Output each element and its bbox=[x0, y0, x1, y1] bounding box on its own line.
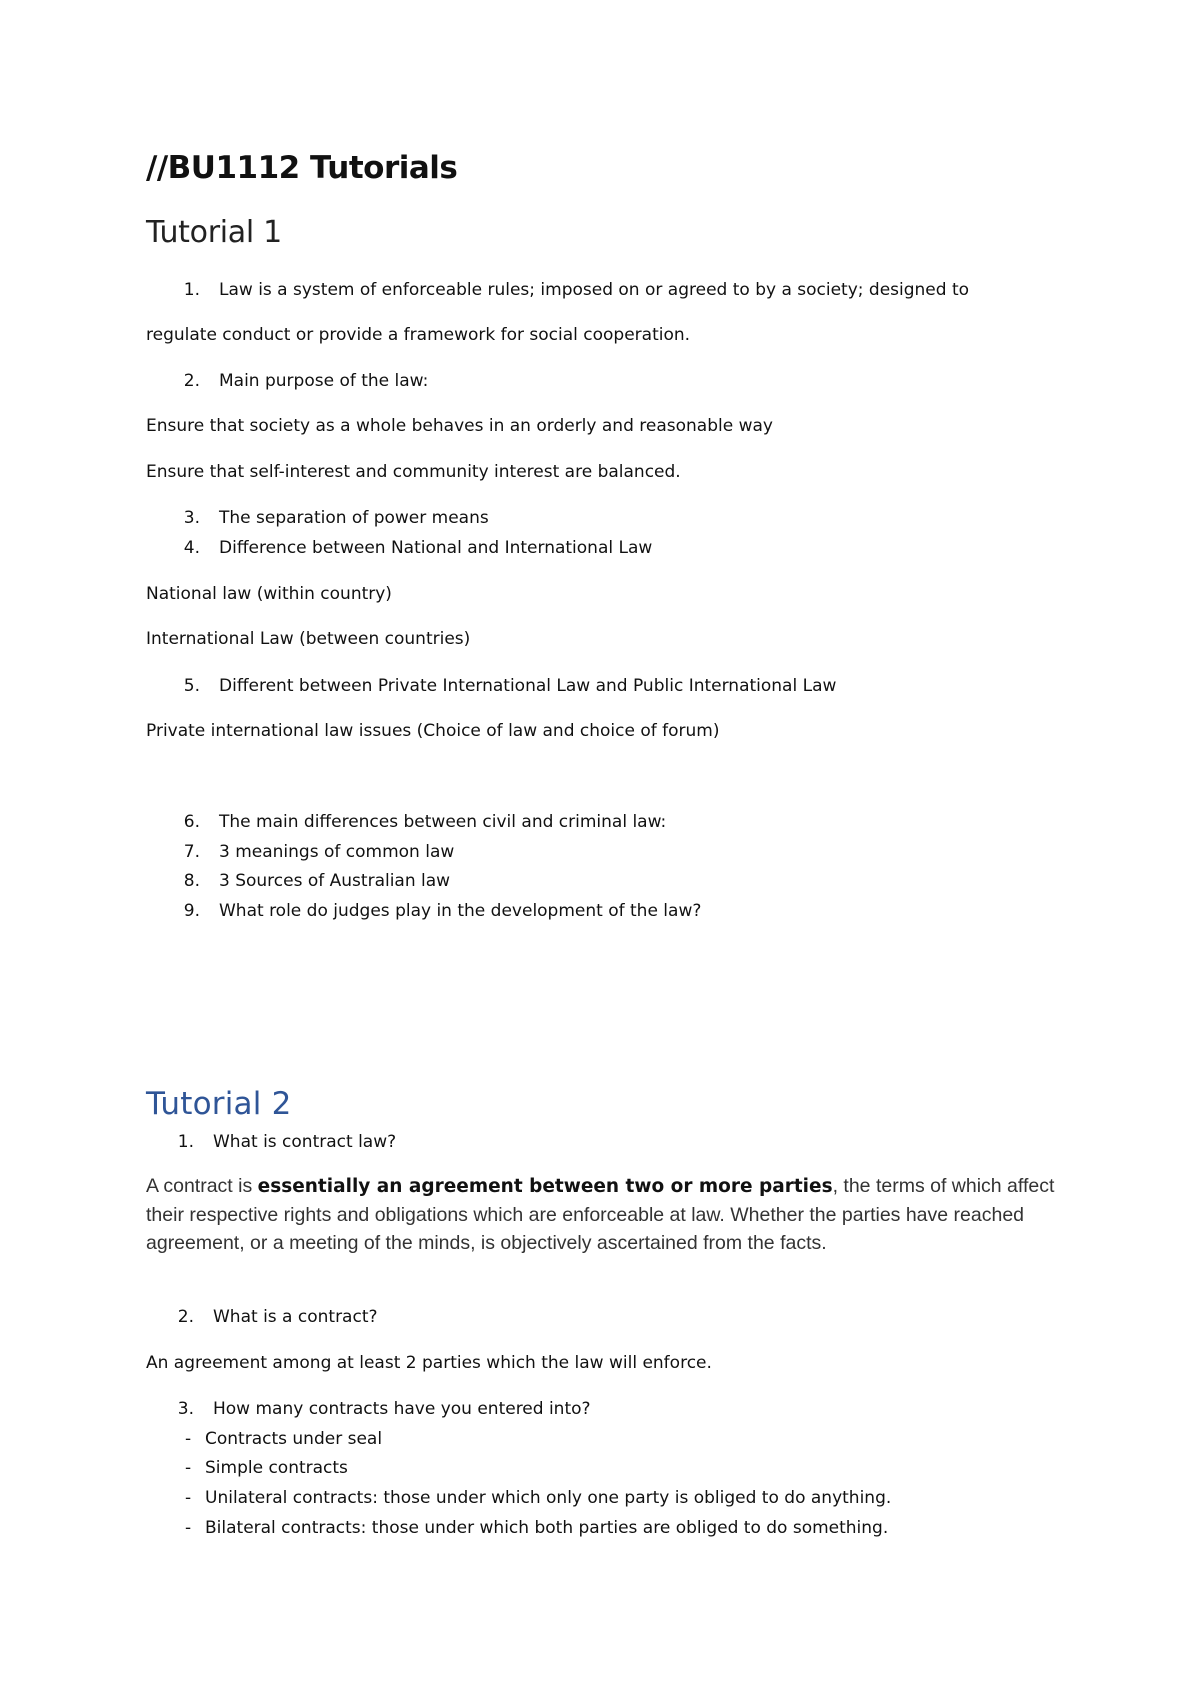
list-item bbox=[166, 841, 454, 863]
bullet-text: Contracts under seal bbox=[205, 1429, 383, 1449]
list-number: 1. bbox=[177, 1132, 194, 1152]
list-item-text: Different between Private International Law and Public International Law bbox=[219, 676, 837, 696]
answer-text-rest: , the terms of which affect their respective rights and obligations which are enforceable at law. Whether the parties have reached agreement, or a meeting of the minds, is objectively ascertained from the facts. bbox=[146, 1175, 1055, 1254]
list-item bbox=[160, 1131, 396, 1153]
list-item bbox=[166, 370, 428, 392]
document-title: //BU1112 Tutorials bbox=[146, 150, 458, 186]
bullet-item bbox=[185, 1517, 888, 1539]
bullet-marker: - bbox=[185, 1518, 192, 1538]
list-number: 3. bbox=[183, 508, 200, 528]
paragraph-line: Ensure that self-interest and community interest are balanced. bbox=[146, 462, 681, 482]
list-number: 7. bbox=[183, 842, 200, 862]
paragraph-line: regulate conduct or provide a framework for social cooperation. bbox=[146, 325, 691, 345]
bullet-item bbox=[185, 1487, 891, 1509]
list-number: 2. bbox=[183, 371, 200, 391]
paragraph-line: International Law (between countries) bbox=[146, 629, 471, 649]
list-number: 4. bbox=[183, 538, 200, 558]
list-item-text: 3 Sources of Australian law bbox=[219, 871, 451, 891]
answer-paragraph bbox=[146, 1172, 1061, 1257]
list-item bbox=[166, 900, 701, 922]
list-number: 9. bbox=[183, 901, 200, 921]
list-number: 5. bbox=[183, 676, 200, 696]
list-number: 6. bbox=[183, 812, 200, 832]
list-item-text: 3 meanings of common law bbox=[219, 842, 455, 862]
list-item-text: The main differences between civil and criminal law: bbox=[219, 812, 667, 832]
bullet-marker: - bbox=[185, 1429, 192, 1449]
list-item-text: What role do judges play in the development of the law? bbox=[219, 901, 702, 921]
paragraph-line: Private international law issues (Choice of law and choice of forum) bbox=[146, 721, 720, 741]
list-item-text: What is a contract? bbox=[213, 1307, 378, 1327]
list-item bbox=[166, 870, 450, 892]
bullet-item bbox=[185, 1428, 382, 1450]
list-item bbox=[160, 1398, 591, 1420]
bullet-text: Bilateral contracts: those under which both parties are obliged to do something. bbox=[205, 1518, 889, 1538]
bullet-marker: - bbox=[185, 1458, 192, 1478]
list-item bbox=[166, 675, 836, 697]
list-item bbox=[166, 811, 666, 833]
list-item bbox=[166, 507, 489, 529]
list-item-text: How many contracts have you entered into? bbox=[213, 1399, 591, 1419]
tutorial-2-heading: Tutorial 2 bbox=[146, 1086, 292, 1122]
answer-text-lead: A contract is bbox=[146, 1175, 258, 1197]
paragraph-line: An agreement among at least 2 parties which the law will enforce. bbox=[146, 1353, 712, 1373]
list-item bbox=[166, 279, 969, 301]
list-item-text: What is contract law? bbox=[213, 1132, 397, 1152]
paragraph-line: National law (within country) bbox=[146, 584, 392, 604]
list-item bbox=[166, 537, 652, 559]
bullet-marker: - bbox=[185, 1488, 192, 1508]
tutorial-1-heading: Tutorial 1 bbox=[146, 215, 282, 250]
bullet-text: Unilateral contracts: those under which only one party is obliged to do anything. bbox=[205, 1488, 892, 1508]
list-number: 2. bbox=[177, 1307, 194, 1327]
list-item-text: Main purpose of the law: bbox=[219, 371, 429, 391]
list-item bbox=[160, 1306, 378, 1328]
list-item-text: The separation of power means bbox=[219, 508, 489, 528]
answer-text-emphasis: essentially an agreement between two or more parties bbox=[257, 1176, 833, 1197]
list-item-text: Law is a system of enforceable rules; imposed on or agreed to by a society; designed to bbox=[219, 280, 970, 300]
list-number: 1. bbox=[183, 280, 200, 300]
paragraph-line: Ensure that society as a whole behaves in an orderly and reasonable way bbox=[146, 416, 773, 436]
list-item-text: Difference between National and International Law bbox=[219, 538, 653, 558]
bullet-text: Simple contracts bbox=[205, 1458, 348, 1478]
list-number: 8. bbox=[183, 871, 200, 891]
list-number: 3. bbox=[177, 1399, 194, 1419]
bullet-item bbox=[185, 1457, 348, 1479]
